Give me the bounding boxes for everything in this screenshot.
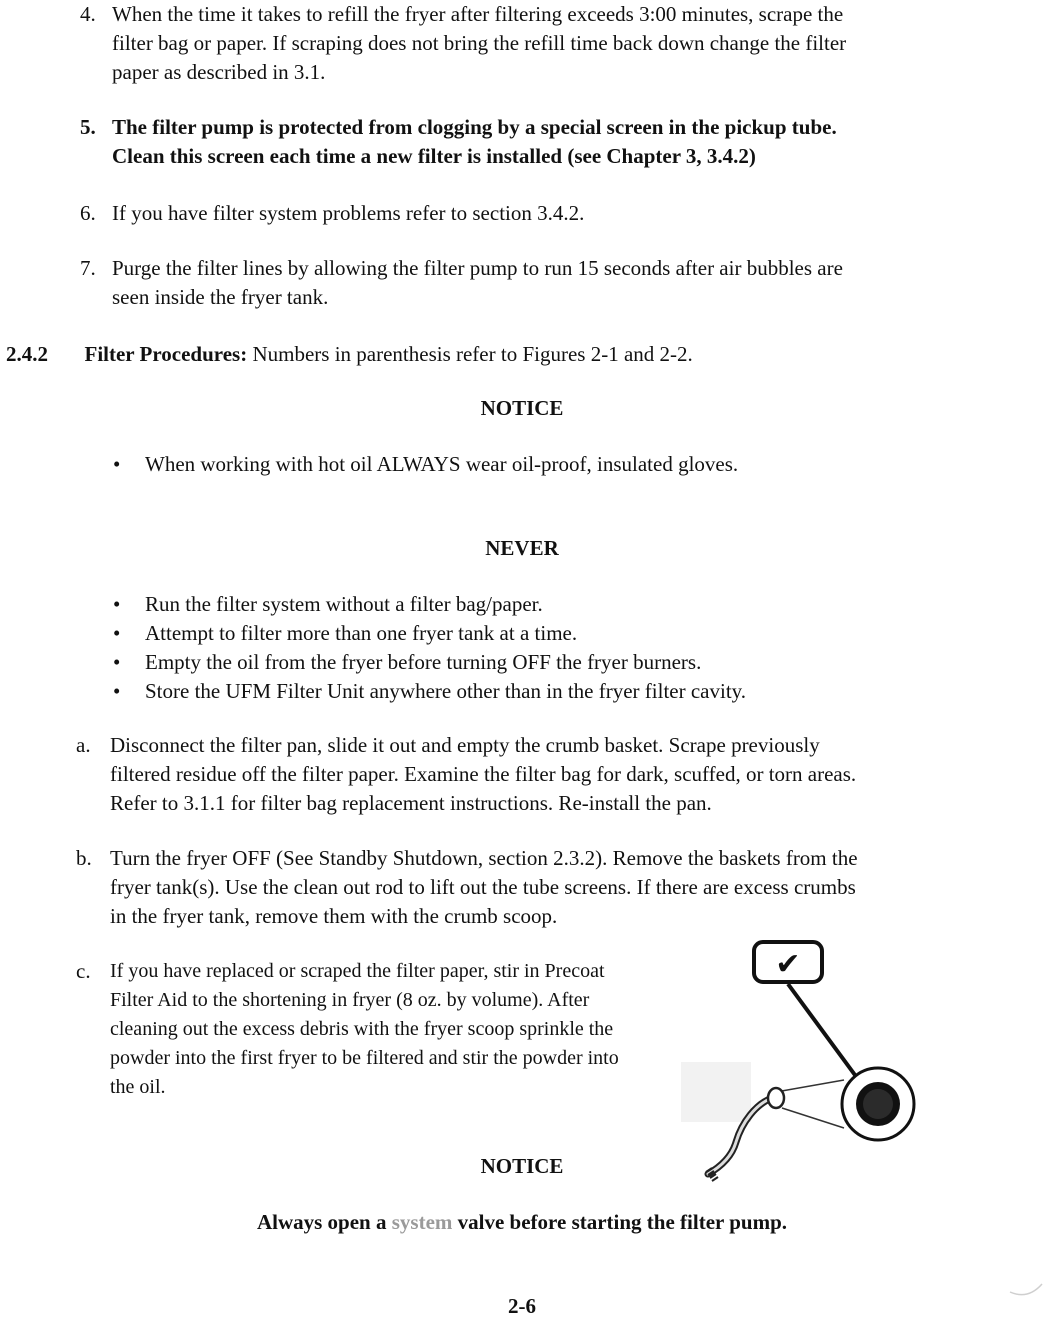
text-line: filter bag or paper. If scraping does not bring the refill time back down change the filter — [112, 31, 847, 55]
list-item: • Attempt to filter more than one fryer tank at a time. — [0, 619, 1044, 648]
text-line: Turn the fryer OFF (See Standby Shutdown, section 2.3.2). Remove the baskets from the — [110, 846, 858, 870]
text-line: filtered residue off the filter paper. Examine the filter bag for dark, scuffed, or torn areas. — [110, 762, 857, 786]
text-line: If you have filter system problems refer to section 3.4.2. — [112, 201, 585, 225]
text-line: Disconnect the filter pan, slide it out and empty the crumb basket. Scrape previously — [110, 733, 820, 757]
text-line: seen inside the fryer tank. — [112, 285, 329, 309]
step-letter: b. — [76, 846, 92, 870]
item-number: 4. — [80, 2, 96, 26]
notice-bullets — [0, 450, 1044, 479]
bullet-icon: • — [113, 452, 121, 476]
list-item: • Empty the oil from the fryer before turning OFF the fryer burners. — [0, 648, 1044, 677]
checkmark-icon: ✔ — [775, 947, 801, 982]
list-item: • Store the UFM Filter Unit anywhere other than in the fryer filter cavity. — [0, 677, 1044, 706]
notice-heading-2: NOTICE — [480, 1154, 564, 1178]
text-line: When the time it takes to refill the fryer after filtering exceeds 3:00 minutes, scrape the — [112, 2, 844, 26]
text-line: in the fryer tank, remove them with the crumb scoop. — [110, 904, 558, 928]
item-number: 6. — [80, 201, 96, 225]
section-title: Filter Procedures: — [84, 342, 248, 366]
text-line: cleaning out the excess debris with the fryer scoop sprinkle the — [110, 1018, 614, 1040]
page-number: 2-6 — [508, 1294, 536, 1318]
scan-corner-mark — [1008, 1270, 1044, 1300]
section-heading — [6, 340, 1036, 369]
list-item: • When working with hot oil ALWAYS wear oil-proof, insulated gloves. — [0, 450, 1044, 479]
notice-heading: NOTICE — [480, 396, 564, 420]
step-letter: a. — [76, 733, 91, 757]
bullet-icon: • — [113, 679, 121, 703]
never-heading: NEVER — [485, 536, 559, 560]
list-item: • Run the filter system without a filter bag/paper. — [0, 590, 1044, 619]
step-letter: c. — [76, 959, 91, 983]
text-line: The filter pump is protected from clogging by a special screen in the pickup tube. — [112, 115, 837, 139]
text-line: paper as described in 3.1. — [112, 60, 326, 84]
text-line: Refer to 3.1.1 for filter bag replacement instructions. Re-install the pan. — [110, 791, 712, 815]
bullet-icon: • — [113, 592, 121, 616]
text-line: the oil. — [110, 1076, 166, 1098]
text-line: Purge the filter lines by allowing the filter pump to run 15 seconds after air bubbles are — [112, 256, 843, 280]
never-bullets — [0, 590, 1044, 706]
section-number: 2.4.2 — [6, 342, 48, 366]
text-line: If you have replaced or scraped the filter paper, stir in Precoat — [110, 960, 605, 982]
text-line: Filter Aid to the shortening in fryer (8 oz. by volume). After — [110, 989, 590, 1011]
notice-text: Always open a system valve before starting the filter pump. — [256, 1210, 788, 1234]
section-text: Numbers in parenthesis refer to Figures 2-1 and 2-2. — [252, 342, 693, 366]
text-line: fryer tank(s). Use the clean out rod to lift out the tube screens. If there are excess crumbs — [110, 875, 856, 899]
bullet-icon: • — [113, 621, 121, 645]
text-line: Clean this screen each time a new filter is installed (see Chapter 3, 3.4.2) — [112, 144, 756, 168]
bullet-icon: • — [113, 650, 121, 674]
tube-screen-figure — [676, 932, 926, 1184]
item-number: 5. — [80, 115, 96, 139]
tube-screen-illustration — [676, 932, 926, 1184]
text-line: powder into the first fryer to be filtered and stir the powder into — [110, 1047, 619, 1069]
item-number: 7. — [80, 256, 96, 280]
